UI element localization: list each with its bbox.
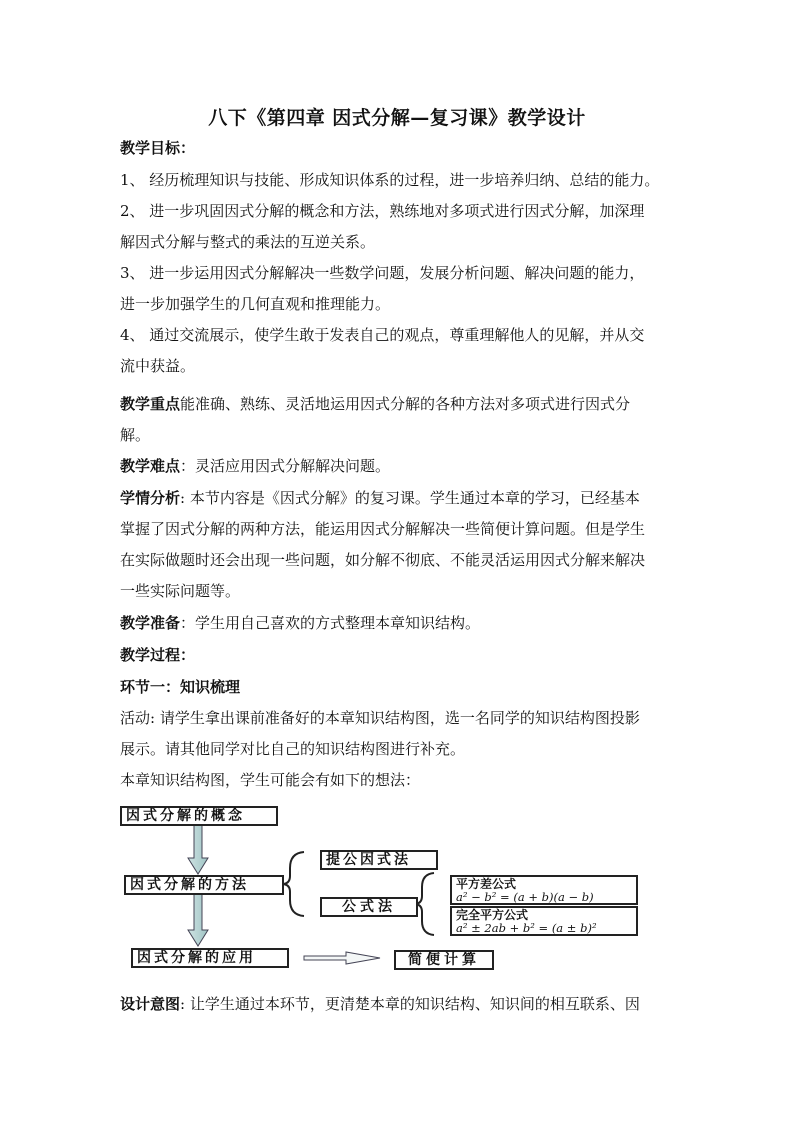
objectives-heading: 教学目标： <box>120 139 196 157</box>
down-arrow-2 <box>188 893 208 946</box>
objective-line: 3、 进一步运用因式分解解决一些数学问题，发展分析问题、解决问题的能力， <box>120 264 645 282</box>
box-simple-calc: 简便计算 <box>394 950 494 970</box>
design-intent-label: 设计意图 <box>120 995 181 1013</box>
analysis-line: 掌握了因式分解的两种方法，能运用因式分解解决一些简便计算问题。但是学生 <box>120 520 646 538</box>
preparation-label: 教学准备 <box>120 614 181 632</box>
preparation-line <box>120 613 680 633</box>
activity-line: 展示。请其他同学对比自己的知识结构图进行补充。 <box>120 740 466 758</box>
key-points-label: 教学重点 <box>120 395 181 413</box>
objective-line: 4、 通过交流展示，使学生敢于发表自己的观点，尊重理解他人的见解，并从交 <box>120 326 645 344</box>
key-points-continued: 解。 <box>120 426 151 444</box>
knowledge-structure-diagram <box>118 800 648 975</box>
difficulty-line <box>120 456 680 476</box>
design-intent-line <box>120 994 680 1014</box>
objective-line: 流中获益。 <box>120 357 196 375</box>
difficulty-label: 教学难点 <box>120 457 181 475</box>
design-intent-text: : 让学生通过本环节，更清楚本章的知识结构、知识间的相互联系、因 <box>180 995 640 1013</box>
down-arrow-1 <box>188 825 208 874</box>
analysis-line: 在实际做题时还会出现一些问题，如分解不彻底、不能灵活运用因式分解来解决 <box>120 551 646 569</box>
objective-line: 进一步加强学生的几何直观和推理能力。 <box>120 295 391 313</box>
difficulty-text: ：灵活应用因式分解解决问题。 <box>180 457 391 475</box>
analysis-label: 学情分析 <box>120 489 181 507</box>
perfect-square-formula: a² ± 2ab + b² = (a ± b)² <box>456 921 597 935</box>
box-common-factor: 提公因式法 <box>320 850 438 870</box>
preparation-text: ：学生用自己喜欢的方式整理本章知识结构。 <box>180 614 481 632</box>
box-formula: 公式法 <box>320 897 418 917</box>
box-concept: 因式分解的概念 <box>120 806 278 826</box>
objective-line: 2、 进一步巩固因式分解的概念和方法，熟练地对多项式进行因式分解，加深理 <box>120 202 645 220</box>
analysis-line <box>120 488 680 508</box>
analysis-text: : 本节内容是《因式分解》的复习课。学生通过本章的学习，已经基本 <box>180 489 640 507</box>
box-application: 因式分解的应用 <box>131 948 289 968</box>
analysis-line: 一些实际问题等。 <box>120 582 241 600</box>
diff-squares-label: 平方差公式 <box>456 877 517 891</box>
perfect-square-label: 完全平方公式 <box>456 908 529 922</box>
document-title: 八下《第四章 因式分解—复习课》教学设计 <box>208 107 586 129</box>
key-points-line <box>120 394 680 414</box>
section1-heading: 环节一：知识梳理 <box>120 678 241 696</box>
box-difference-of-squares <box>450 875 638 905</box>
objective-line: 1、 经历梳理知识与技能、形成知识体系的过程，进一步培养归纳、总结的能力。 <box>120 171 660 189</box>
right-arrow <box>304 952 380 964</box>
diff-squares-formula: a² − b² = (a + b)(a − b) <box>456 890 594 904</box>
activity-line: 本章知识结构图，学生可能会有如下的想法： <box>120 771 421 789</box>
brace-methods <box>282 852 304 916</box>
key-points-text: 能准确、熟练、灵活地运用因式分解的各种方法对多项式进行因式分 <box>180 395 631 413</box>
objective-line: 解因式分解与整式的乘法的互逆关系。 <box>120 233 376 251</box>
box-methods: 因式分解的方法 <box>124 875 284 895</box>
activity-line: 活动: 请学生拿出课前准备好的本章知识结构图，选一名同学的知识结构图投影 <box>120 709 640 727</box>
box-perfect-square <box>450 906 638 936</box>
process-heading: 教学过程： <box>120 646 196 664</box>
